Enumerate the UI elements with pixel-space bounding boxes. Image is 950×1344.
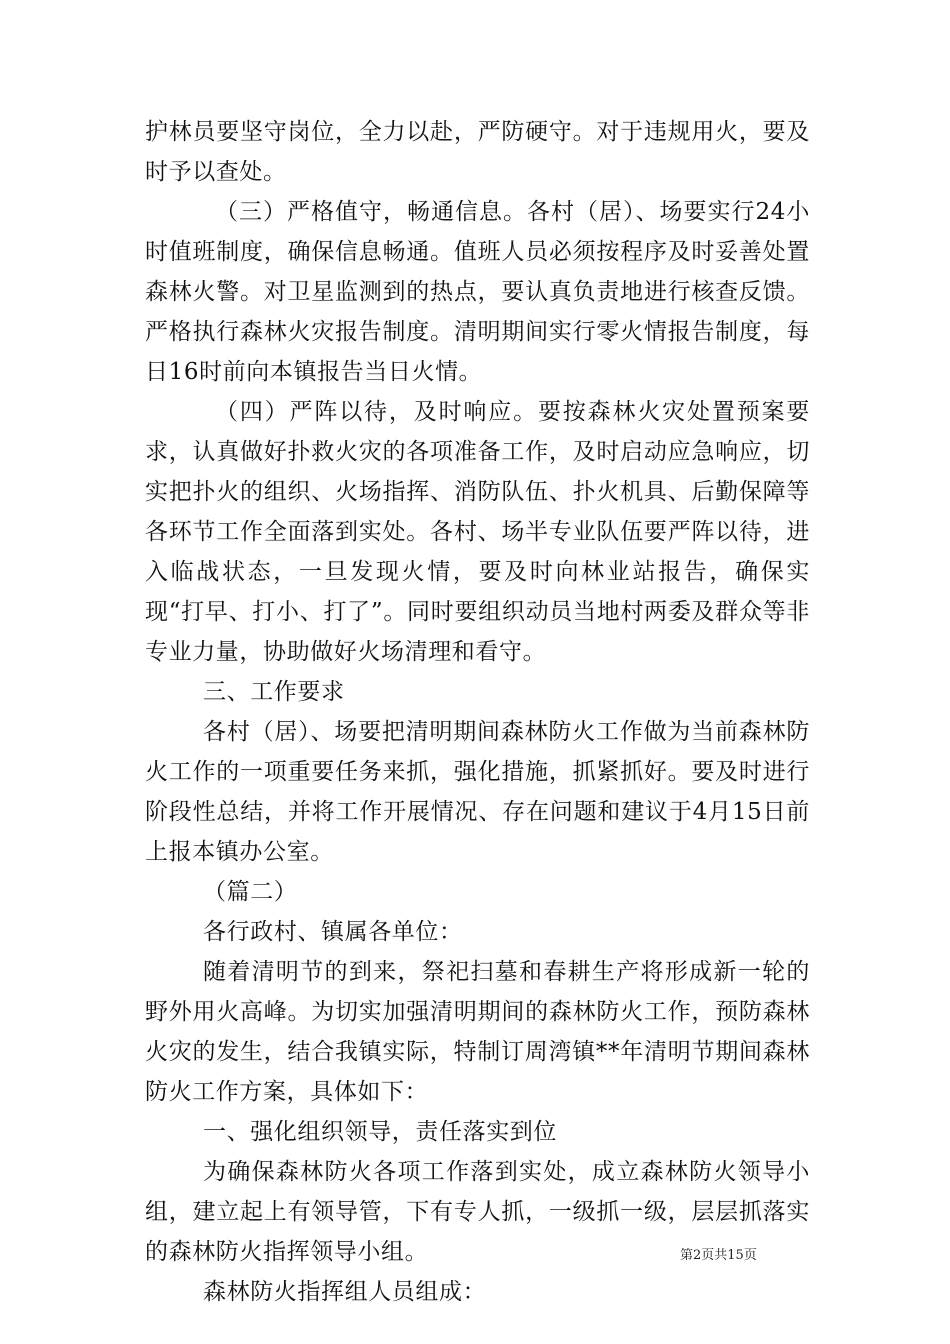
page-number-footer: 第2页共15页: [680, 1248, 757, 1263]
paragraph-command-members: 森林防火指挥组人员组成：: [203, 1279, 487, 1305]
paragraph-work-requirements: 各村（居）、场要把清明期间森林防火工作做为当前森林防火工作的一项重要任务来抓，强化措施，抓紧抓好。要及时进行阶段性总结，并将工作开展情况、存在问题和建议于4月15日前上报本镇办公室。: [145, 719, 810, 865]
paragraph-ranger-duty: 护林员要坚守岗位，全力以赴，严防硬守。对于违规用火，要及时予以查处。: [145, 119, 810, 185]
heading-part-two: （篇二）: [203, 879, 298, 905]
paragraph-introduction: 随着清明节的到来，祭祀扫墓和春耕生产将形成新一轮的野外用火高峰。为切实加强清明期间的森林防火工作，预防森林火灾的发生，结合我镇实际，特制订周湾镇**年清明节期间森林防火工作方案，具体如下：: [145, 959, 810, 1105]
paragraph-salutation: 各行政村、镇属各单位：: [203, 919, 463, 945]
paragraph-section-3-duty: （三）严格值守，畅通信息。各村（居）、场要实行24小时值班制度，确保信息畅通。值班人员必须按程序及时妥善处置森林火警。对卫星监测到的热点，要认真负责地进行核查反馈。严格执行森林火灾报告制度。清明期间实行零火情报告制度，每日16时前向本镇报告当日火情。: [145, 199, 810, 385]
heading-work-requirements: 三、工作要求: [203, 679, 345, 705]
document-body: [145, 112, 810, 1312]
paragraph-section-4-response: （四）严阵以待，及时响应。要按森林火灾处置预案要求，认真做好扑救火灾的各项准备工作，及时启动应急响应，切实把扑火的组织、火场指挥、消防队伍、扑火机具、后勤保障等各环节工作全面落到实处。各村、场半专业队伍要严阵以待，进入临战状态，一旦发现火情，要及时向林业站报告，确保实现“打早、打小、打了”。同时要组织动员当地村两委及群众等非专业力量，协助做好火场清理和看守。: [145, 399, 810, 665]
paragraph-leadership-group: 为确保森林防火各项工作落到实处，成立森林防火领导小组，建立起上有领导管，下有专人抓，一级抓一级，层层抓落实的森林防火指挥领导小组。: [145, 1159, 810, 1265]
heading-organization-leadership: 一、强化组织领导，责任落实到位: [203, 1119, 557, 1145]
